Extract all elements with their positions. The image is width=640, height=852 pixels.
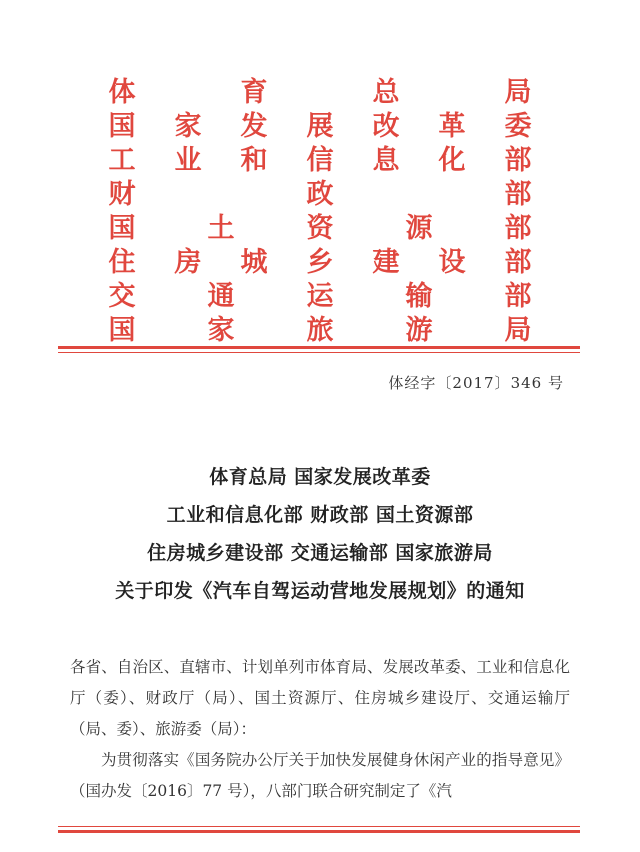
issuer-char: 息 — [372, 145, 400, 176]
title-line: 关于印发《汽车自驾运动营地发展规划》的通知 — [115, 580, 525, 602]
addressees-paragraph: 各省、自治区、直辖市、计划单列市体育局、发展改革委、工业和信息化厅（委）、财政厅（局）、国土资源厅、住房城乡建设厅、交通运输厅（局、委）、旅游委（局）： — [70, 658, 570, 738]
red-divider-bottom — [58, 826, 580, 833]
issuer-row — [108, 280, 532, 314]
title-line: 住房城乡建设部 交通运输部 国家旅游局 — [147, 542, 493, 564]
issuer-char: 体 — [108, 77, 136, 108]
issuer-char: 部 — [504, 179, 532, 210]
issuer-char: 局 — [504, 315, 532, 346]
issuer-char: 部 — [504, 281, 532, 312]
title-line: 工业和信息化部 财政部 国土资源部 — [166, 504, 474, 526]
issuer-row — [108, 212, 532, 246]
title-line: 体育总局 国家发展改革委 — [209, 466, 431, 488]
issuer-char: 交 — [108, 281, 136, 312]
issuer-row — [108, 144, 532, 178]
issuer-char: 局 — [504, 77, 532, 108]
issuer-char: 财 — [108, 179, 136, 210]
issuer-char: 总 — [372, 77, 400, 108]
issuer-char: 乡 — [306, 247, 334, 278]
issuer-char: 家 — [174, 111, 202, 142]
body-paragraph: 为贯彻落实《国务院办公厅关于加快发展健身休闲产业的指导意见》（国办发〔2016〕77 号），八部门联合研究制定了《汽 — [70, 751, 570, 800]
issuer-row — [108, 110, 532, 144]
issuer-char: 部 — [504, 213, 532, 244]
issuer-char: 源 — [405, 213, 433, 244]
issuer-row — [108, 178, 532, 212]
issuer-char: 游 — [405, 315, 433, 346]
issuer-char: 资 — [306, 213, 334, 244]
issuer-char: 革 — [438, 111, 466, 142]
issuer-char: 通 — [207, 281, 235, 312]
issuer-char: 家 — [207, 315, 235, 346]
issuer-char: 国 — [108, 111, 136, 142]
issuer-char: 住 — [108, 247, 136, 278]
issuer-char: 信 — [306, 145, 334, 176]
issuer-char: 发 — [240, 111, 268, 142]
issuer-char: 业 — [174, 145, 202, 176]
issuer-char: 输 — [405, 281, 433, 312]
document-body — [70, 652, 570, 807]
issuer-row — [108, 314, 532, 348]
issuer-char: 国 — [108, 213, 136, 244]
issuer-char: 委 — [504, 111, 532, 142]
issuer-row — [108, 246, 532, 280]
issuer-char: 城 — [240, 247, 268, 278]
issuer-char: 展 — [306, 111, 334, 142]
issuer-char: 建 — [372, 247, 400, 278]
document-title — [0, 458, 640, 610]
issuer-char: 房 — [174, 247, 202, 278]
issuer-char: 土 — [207, 213, 235, 244]
issuing-agencies-header — [108, 76, 532, 348]
issuer-char: 运 — [306, 281, 334, 312]
issuer-char: 改 — [372, 111, 400, 142]
issuer-char: 部 — [504, 145, 532, 176]
issuer-char: 工 — [108, 145, 136, 176]
issuer-char: 和 — [240, 145, 268, 176]
issuer-char: 旅 — [306, 315, 334, 346]
issuer-char: 政 — [306, 179, 334, 210]
issuer-char: 设 — [438, 247, 466, 278]
document-number: 体经字〔2017〕346 号 — [388, 374, 564, 392]
issuer-char: 化 — [438, 145, 466, 176]
issuer-char: 国 — [108, 315, 136, 346]
issuer-char: 部 — [504, 247, 532, 278]
issuer-char: 育 — [240, 77, 268, 108]
red-divider-top — [58, 346, 580, 353]
issuer-row — [108, 76, 532, 110]
